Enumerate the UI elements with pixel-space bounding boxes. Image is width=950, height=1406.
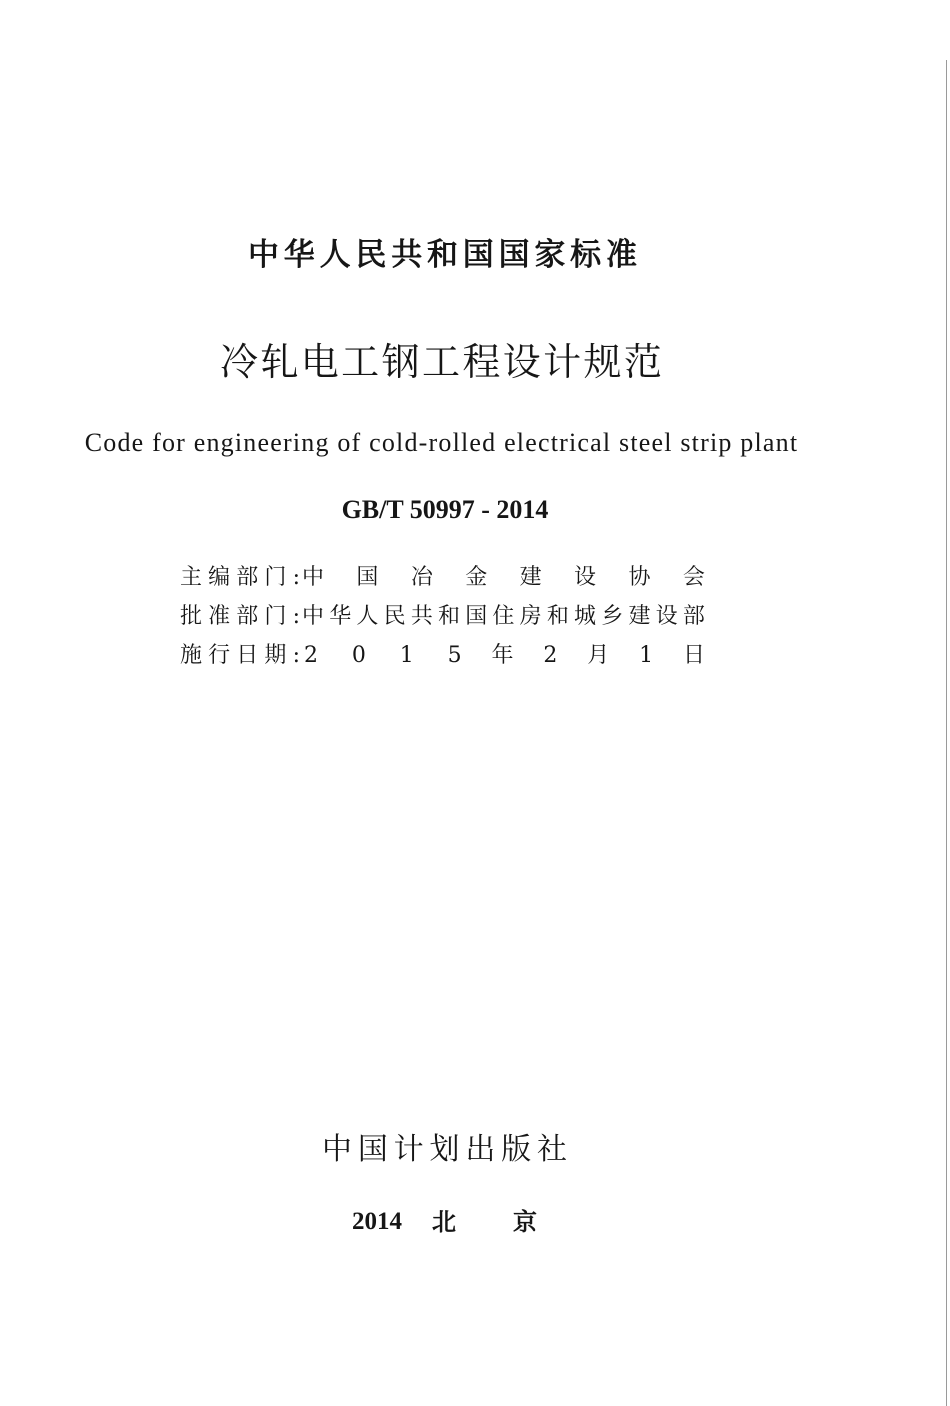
standard-code: GB/T 50997 - 2014: [341, 495, 549, 524]
editor-dept-label: 主 编 部 门 :: [180, 565, 300, 590]
standard-title-cn: 冷 轧 电 工 钢 工 程 设 计 规 范: [220, 340, 662, 384]
approval-dept-label: 批 准 部 门 :: [180, 604, 300, 629]
info-row-effective-date: [180, 645, 706, 667]
publication-year: 2014: [352, 1208, 402, 1235]
standard-category: 中 华 人 民 共 和 国 国 家 标 准: [248, 237, 637, 273]
editor-dept-value: 中 国 冶 金 建 设 协 会: [302, 565, 705, 590]
effective-date-label: 施 行 日 期 :: [180, 643, 300, 668]
approval-dept-value: 中 华 人 民 共 和 国 住 房 和 城 乡 建 设 部: [302, 604, 705, 629]
publisher-name: 中 国 计 划 出 版 社: [322, 1132, 567, 1167]
info-row-editor: [180, 567, 706, 589]
info-row-approval: [180, 606, 706, 628]
publication-city: 北 京: [432, 1208, 537, 1236]
scan-edge-line: [946, 60, 947, 1406]
effective-date-value: 2 0 1 5 年 2 月 1 日: [304, 643, 706, 668]
standard-title-en: Code for engineering of cold-rolled electrical steel strip plant: [84, 428, 799, 457]
